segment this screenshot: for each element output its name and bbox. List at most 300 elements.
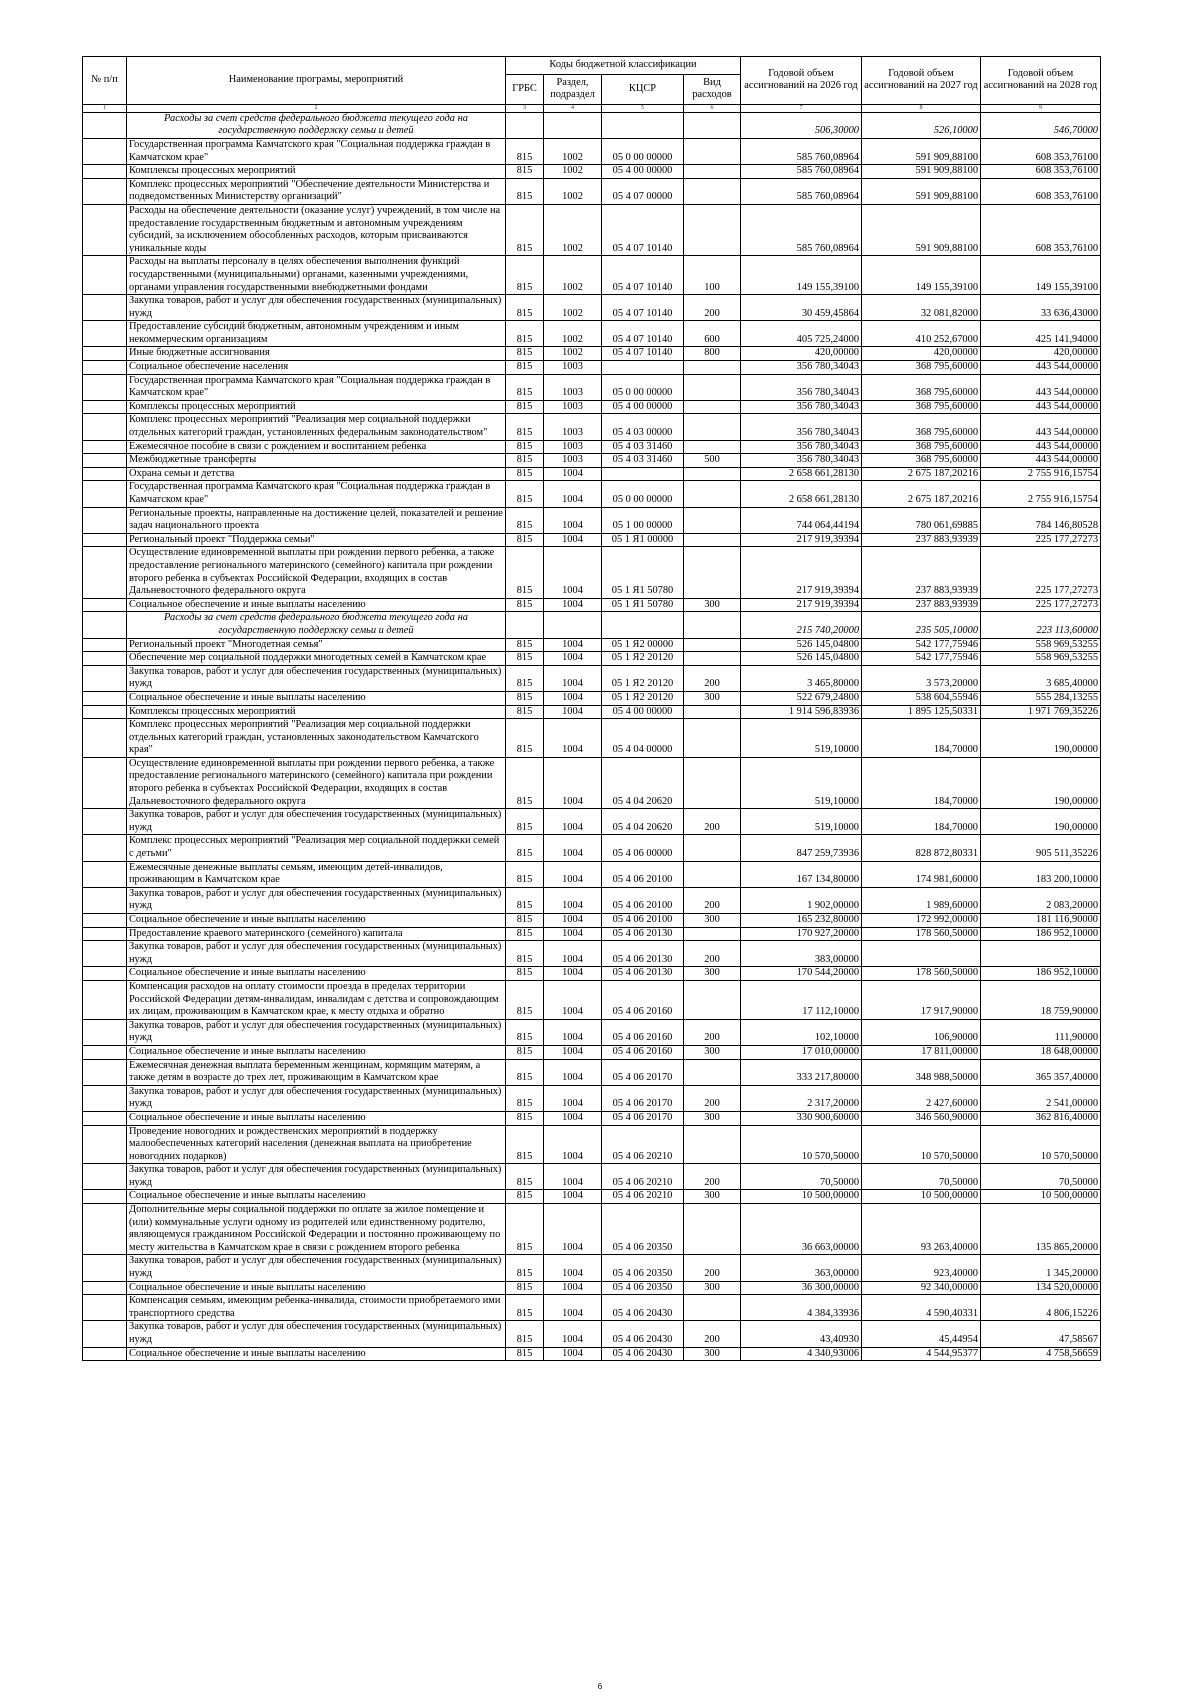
row-amount-2026: 102,10000 [741,1019,862,1045]
row-grbs: 815 [506,719,544,758]
header-2027: Годовой объем ассигнований на 2027 год [862,57,981,105]
row-amount-2027: 237 883,93939 [862,598,981,612]
row-amount-2026: 165 232,80000 [741,914,862,928]
row-grbs: 815 [506,1085,544,1111]
row-vid [684,719,741,758]
row-name: Закупка товаров, работ и услуг для обеспечения государственных (муниципальных) нужд [127,295,506,321]
row-name: Закупка товаров, работ и услуг для обеспечения государственных (муниципальных) нужд [127,1321,506,1347]
row-grbs: 815 [506,533,544,547]
row-vid: 100 [684,256,741,295]
row-amount-2026: 2 658 661,28130 [741,467,862,481]
row-razdel: 1004 [544,861,602,887]
row-razdel: 1004 [544,467,602,481]
row-name: Государственная программа Камчатского края "Социальная поддержка граждан в Камчатском крае" [127,374,506,400]
row-vid [684,481,741,507]
row-razdel: 1004 [544,1045,602,1059]
row-kcsr: 05 4 06 20170 [602,1085,684,1111]
row-grbs [506,112,544,138]
table-row [83,980,1101,1019]
table-row [83,400,1101,414]
row-kcsr: 05 4 06 20170 [602,1111,684,1125]
row-name: Комплекс процессных мероприятий "Обеспечение деятельности Министерства и подведомственных Министерству организаций" [127,178,506,204]
row-name: Комплексы процессных мероприятий [127,400,506,414]
row-amount-2028: 608 353,76100 [981,165,1101,179]
row-name: Социальное обеспечение и иные выплаты населению [127,1190,506,1204]
row-grbs: 815 [506,256,544,295]
row-amount-2026: 217 919,39394 [741,598,862,612]
row-name: Комплексы процессных мероприятий [127,165,506,179]
row-num [83,1190,127,1204]
row-amount-2027: 780 061,69885 [862,507,981,533]
row-vid [684,138,741,164]
row-num [83,887,127,913]
row-amount-2027: 184,70000 [862,719,981,758]
row-num [83,361,127,375]
row-amount-2027: 17 811,00000 [862,1045,981,1059]
row-kcsr: 05 1 Я2 20120 [602,665,684,691]
row-num [83,665,127,691]
row-razdel: 1002 [544,295,602,321]
row-vid: 200 [684,1085,741,1111]
row-vid: 300 [684,691,741,705]
row-grbs: 815 [506,1255,544,1281]
table-row [83,507,1101,533]
row-amount-2026: 506,30000 [741,112,862,138]
row-amount-2027: 235 505,10000 [862,612,981,638]
row-kcsr: 05 4 07 00000 [602,178,684,204]
row-num [83,440,127,454]
row-amount-2027: 174 981,60000 [862,861,981,887]
row-razdel: 1004 [544,967,602,981]
row-name: Комплекс процессных мероприятий "Реализация мер социальной поддержки отдельных категорий граждан, установленных законодательством Камчатского края" [127,719,506,758]
row-amount-2026: 744 064,44194 [741,507,862,533]
row-num [83,914,127,928]
row-amount-2027: 923,40000 [862,1255,981,1281]
row-name: Социальное обеспечение и иные выплаты населению [127,598,506,612]
row-amount-2028: 362 816,40000 [981,1111,1101,1125]
row-kcsr [602,361,684,375]
row-name: Дополнительные меры социальной поддержки по оплате за жилое помещение и (или) коммунальные услуги одному из родителей или единственному родителю, являющемуся гражданином Российской Федерации и постоянно проживающему по месту жительства в Камчатском крае в связи с рождением второго ребенка [127,1204,506,1255]
row-amount-2028: 10 500,00000 [981,1190,1101,1204]
row-amount-2028: 3 685,40000 [981,665,1101,691]
row-grbs: 815 [506,347,544,361]
row-grbs: 815 [506,598,544,612]
table-row [83,547,1101,598]
row-grbs: 815 [506,467,544,481]
row-amount-2027: 184,70000 [862,757,981,808]
page-number: 6 [597,1682,603,1691]
row-grbs: 815 [506,374,544,400]
row-vid [684,533,741,547]
row-num [83,1125,127,1164]
row-amount-2026: 30 459,45864 [741,295,862,321]
row-razdel: 1004 [544,1347,602,1361]
table-row [83,719,1101,758]
row-num [83,809,127,835]
row-grbs: 815 [506,665,544,691]
column-number: 2 [127,104,506,112]
row-amount-2026: 36 300,00000 [741,1281,862,1295]
row-razdel: 1004 [544,980,602,1019]
row-name: Социальное обеспечение и иные выплаты населению [127,1111,506,1125]
row-amount-2028: 608 353,76100 [981,204,1101,255]
table-row [83,1255,1101,1281]
row-kcsr [602,467,684,481]
row-amount-2028 [981,941,1101,967]
row-num [83,1059,127,1085]
row-razdel: 1004 [544,941,602,967]
row-amount-2026: 356 780,34043 [741,374,862,400]
row-kcsr: 05 4 03 00000 [602,414,684,440]
table-row [83,887,1101,913]
row-num [83,533,127,547]
table-row [83,809,1101,835]
row-name: Социальное обеспечение и иные выплаты населению [127,1045,506,1059]
row-amount-2027: 368 795,60000 [862,440,981,454]
row-vid [684,861,741,887]
row-grbs: 815 [506,1281,544,1295]
row-amount-2027: 591 909,88100 [862,178,981,204]
row-amount-2026: 2 317,20000 [741,1085,862,1111]
row-vid: 200 [684,665,741,691]
table-row [83,705,1101,719]
row-vid [684,400,741,414]
row-grbs: 815 [506,1059,544,1085]
row-amount-2026: 356 780,34043 [741,440,862,454]
row-amount-2027: 1 989,60000 [862,887,981,913]
row-amount-2026: 217 919,39394 [741,547,862,598]
row-grbs: 815 [506,1204,544,1255]
row-amount-2028: 443 544,00000 [981,361,1101,375]
row-razdel: 1004 [544,481,602,507]
row-vid [684,112,741,138]
row-kcsr: 05 1 Я1 50780 [602,598,684,612]
table-row [83,691,1101,705]
row-name: Социальное обеспечение и иные выплаты населению [127,691,506,705]
row-num [83,295,127,321]
row-amount-2027: 420,00000 [862,347,981,361]
row-razdel: 1004 [544,652,602,666]
row-grbs: 815 [506,691,544,705]
row-vid [684,638,741,652]
row-amount-2027: 10 500,00000 [862,1190,981,1204]
row-amount-2028: 608 353,76100 [981,178,1101,204]
row-num [83,507,127,533]
row-kcsr: 05 4 06 20130 [602,941,684,967]
row-num [83,967,127,981]
row-grbs: 815 [506,914,544,928]
row-amount-2028: 2 541,00000 [981,1085,1101,1111]
row-amount-2027: 368 795,60000 [862,400,981,414]
table-row [83,914,1101,928]
row-amount-2027: 542 177,75946 [862,652,981,666]
row-vid [684,414,741,440]
row-amount-2028: 33 636,43000 [981,295,1101,321]
row-name: Расходы за счет средств федерального бюджета текущего года на государственную поддержку семьи и детей [127,612,506,638]
row-razdel: 1004 [544,1059,602,1085]
row-kcsr: 05 4 03 31460 [602,454,684,468]
row-razdel: 1002 [544,178,602,204]
row-num [83,204,127,255]
row-name: Государственная программа Камчатского края "Социальная поддержка граждан в Камчатском крае" [127,138,506,164]
row-amount-2026: 585 760,08964 [741,178,862,204]
row-grbs: 815 [506,861,544,887]
row-vid: 300 [684,1045,741,1059]
row-grbs: 815 [506,1019,544,1045]
row-vid: 300 [684,914,741,928]
row-amount-2027: 178 560,50000 [862,967,981,981]
table-row [83,665,1101,691]
table-row [83,481,1101,507]
row-name: Социальное обеспечение и иные выплаты населению [127,1281,506,1295]
row-grbs: 815 [506,481,544,507]
row-grbs: 815 [506,887,544,913]
row-razdel: 1003 [544,454,602,468]
row-kcsr [602,612,684,638]
row-amount-2026: 170 544,20000 [741,967,862,981]
row-amount-2027: 93 263,40000 [862,1204,981,1255]
row-name: Социальное обеспечение населения [127,361,506,375]
row-kcsr: 05 4 03 31460 [602,440,684,454]
row-grbs: 815 [506,165,544,179]
row-grbs: 815 [506,204,544,255]
row-name: Ежемесячное пособие в связи с рождением и воспитанием ребенка [127,440,506,454]
row-amount-2028: 186 952,10000 [981,967,1101,981]
row-vid: 200 [684,941,741,967]
row-amount-2028: 70,50000 [981,1164,1101,1190]
row-razdel: 1003 [544,361,602,375]
row-amount-2028: 47,58567 [981,1321,1101,1347]
row-amount-2027: 368 795,60000 [862,414,981,440]
row-amount-2027: 368 795,60000 [862,454,981,468]
row-grbs: 815 [506,1190,544,1204]
row-num [83,757,127,808]
row-amount-2027: 348 988,50000 [862,1059,981,1085]
row-amount-2026: 217 919,39394 [741,533,862,547]
row-vid [684,467,741,481]
row-amount-2027: 542 177,75946 [862,638,981,652]
row-kcsr: 05 4 06 20350 [602,1281,684,1295]
column-number: 9 [981,104,1101,112]
row-kcsr: 05 4 06 20160 [602,1019,684,1045]
row-amount-2028: 443 544,00000 [981,400,1101,414]
row-amount-2028: 135 865,20000 [981,1204,1101,1255]
row-vid: 300 [684,1111,741,1125]
table-row [83,178,1101,204]
row-num [83,861,127,887]
row-num [83,1204,127,1255]
row-vid [684,705,741,719]
row-kcsr: 05 1 Я2 20120 [602,691,684,705]
row-kcsr: 05 4 06 20210 [602,1164,684,1190]
row-vid [684,178,741,204]
row-num [83,1281,127,1295]
row-grbs: 815 [506,440,544,454]
row-kcsr: 05 4 06 20210 [602,1125,684,1164]
row-num [83,705,127,719]
row-name: Комплексы процессных мероприятий [127,705,506,719]
table-row [83,454,1101,468]
row-amount-2027: 178 560,50000 [862,927,981,941]
row-name: Осуществление единовременной выплаты при рождении первого ребенка, а также предоставление регионального материнского (семейного) капитала при рождении второго ребенка в субъектах Российской Федерации, входящих в состав Дальневосточного федерального округа [127,757,506,808]
row-kcsr: 05 4 00 00000 [602,165,684,179]
column-number: 4 [544,104,602,112]
row-vid: 200 [684,1019,741,1045]
row-razdel: 1003 [544,374,602,400]
row-amount-2028: 190,00000 [981,719,1101,758]
row-name: Расходы за счет средств федерального бюджета текущего года на государственную поддержку семьи и детей [127,112,506,138]
row-grbs: 815 [506,927,544,941]
row-amount-2026: 585 760,08964 [741,138,862,164]
table-row [83,1190,1101,1204]
row-name: Проведение новогодних и рождественских мероприятий в поддержку малообеспеченных категорий населения (денежная выплата на приобретение новогодних подарков) [127,1125,506,1164]
row-name: Социальное обеспечение и иные выплаты населению [127,967,506,981]
row-razdel: 1004 [544,757,602,808]
row-amount-2026: 333 217,80000 [741,1059,862,1085]
row-vid [684,612,741,638]
table-row [83,1125,1101,1164]
row-amount-2028: 555 284,13255 [981,691,1101,705]
row-num [83,112,127,138]
header-2026: Годовой объем ассигнований на 2026 год [741,57,862,105]
header-razdel: Раздел, подраздел [544,74,602,104]
row-grbs: 815 [506,547,544,598]
row-amount-2027: 2 675 187,20216 [862,481,981,507]
row-kcsr: 05 4 06 20100 [602,861,684,887]
row-amount-2026: 149 155,39100 [741,256,862,295]
row-amount-2027: 4 590,40331 [862,1295,981,1321]
row-amount-2026: 2 658 661,28130 [741,481,862,507]
row-kcsr: 05 4 06 20430 [602,1347,684,1361]
row-num [83,481,127,507]
table-row [83,256,1101,295]
row-num [83,178,127,204]
row-amount-2028: 225 177,27273 [981,533,1101,547]
row-amount-2028: 365 357,40000 [981,1059,1101,1085]
row-amount-2028: 225 177,27273 [981,547,1101,598]
row-amount-2027: 346 560,90000 [862,1111,981,1125]
row-name: Закупка товаров, работ и услуг для обеспечения государственных (муниципальных) нужд [127,887,506,913]
row-amount-2026: 585 760,08964 [741,165,862,179]
row-amount-2026: 420,00000 [741,347,862,361]
row-razdel: 1004 [544,1321,602,1347]
row-name: Предоставление субсидий бюджетным, автономным учреждениям и иным некоммерческим организациям [127,321,506,347]
row-num [83,1321,127,1347]
row-num [83,719,127,758]
federal-funds-row [83,112,1101,138]
row-num [83,835,127,861]
row-vid: 200 [684,295,741,321]
row-razdel: 1002 [544,138,602,164]
row-vid: 500 [684,454,741,468]
table-row [83,204,1101,255]
row-num [83,1295,127,1321]
row-name: Ежемесячная денежная выплата беременным женщинам, кормящим матерям, а также детям в возрасте до трех лет, проживающим в Камчатском крае [127,1059,506,1085]
row-name: Компенсация расходов на оплату стоимости проезда в пределах территории Российской Федерации детям-инвалидам, инвалидам с детства и сопровождающим их лицам, проживающим в Камчатском крае, к месту отдыха и обратно [127,980,506,1019]
row-amount-2026: 356 780,34043 [741,361,862,375]
row-num [83,612,127,638]
header-codes-group: Коды бюджетной классификации [506,57,741,75]
row-razdel: 1004 [544,1190,602,1204]
table-row [83,165,1101,179]
row-kcsr: 05 0 00 00000 [602,138,684,164]
row-name: Комплекс процессных мероприятий "Реализация мер социальной поддержки семей с детьми" [127,835,506,861]
table-row [83,967,1101,981]
table-row [83,467,1101,481]
row-amount-2028: 2 083,20000 [981,887,1101,913]
row-grbs: 815 [506,1111,544,1125]
row-amount-2028: 18 648,00000 [981,1045,1101,1059]
row-amount-2026: 526 145,04800 [741,638,862,652]
row-amount-2028: 784 146,80528 [981,507,1101,533]
row-kcsr: 05 1 Я1 00000 [602,533,684,547]
row-amount-2027: 591 909,88100 [862,138,981,164]
row-num [83,1111,127,1125]
row-name: Закупка товаров, работ и услуг для обеспечения государственных (муниципальных) нужд [127,1019,506,1045]
column-number: 8 [862,104,981,112]
row-vid [684,165,741,179]
table-row [83,1111,1101,1125]
row-kcsr: 05 4 00 00000 [602,705,684,719]
row-amount-2026: 356 780,34043 [741,454,862,468]
table-row [83,1321,1101,1347]
row-kcsr: 05 1 Я2 00000 [602,638,684,652]
row-kcsr: 05 0 00 00000 [602,481,684,507]
row-amount-2027: 3 573,20000 [862,665,981,691]
row-razdel: 1004 [544,665,602,691]
row-razdel: 1004 [544,1204,602,1255]
row-num [83,1255,127,1281]
row-num [83,138,127,164]
row-razdel: 1002 [544,321,602,347]
row-num [83,980,127,1019]
table-row [83,1281,1101,1295]
row-razdel: 1004 [544,1125,602,1164]
column-number: 5 [602,104,684,112]
header-name: Наименование програмы, мероприятий [127,57,506,105]
row-razdel: 1004 [544,927,602,941]
row-vid: 300 [684,967,741,981]
row-amount-2027: 172 992,00000 [862,914,981,928]
row-amount-2026: 405 725,24000 [741,321,862,347]
row-grbs: 815 [506,295,544,321]
row-amount-2027: 106,90000 [862,1019,981,1045]
row-amount-2028: 190,00000 [981,757,1101,808]
row-amount-2027: 1 895 125,50331 [862,705,981,719]
row-grbs: 815 [506,941,544,967]
row-razdel: 1003 [544,400,602,414]
row-amount-2026: 526 145,04800 [741,652,862,666]
row-num [83,1347,127,1361]
row-kcsr: 05 1 Я1 50780 [602,547,684,598]
row-kcsr: 05 4 06 20130 [602,927,684,941]
row-razdel: 1004 [544,533,602,547]
row-razdel: 1002 [544,204,602,255]
row-kcsr: 05 4 06 20350 [602,1255,684,1281]
row-grbs: 815 [506,400,544,414]
row-amount-2026: 519,10000 [741,809,862,835]
table-row [83,598,1101,612]
row-grbs: 815 [506,980,544,1019]
row-vid: 600 [684,321,741,347]
row-razdel: 1004 [544,914,602,928]
row-razdel: 1003 [544,440,602,454]
row-razdel: 1004 [544,835,602,861]
row-amount-2026: 70,50000 [741,1164,862,1190]
row-kcsr: 05 4 07 10140 [602,204,684,255]
row-vid [684,835,741,861]
row-vid [684,361,741,375]
